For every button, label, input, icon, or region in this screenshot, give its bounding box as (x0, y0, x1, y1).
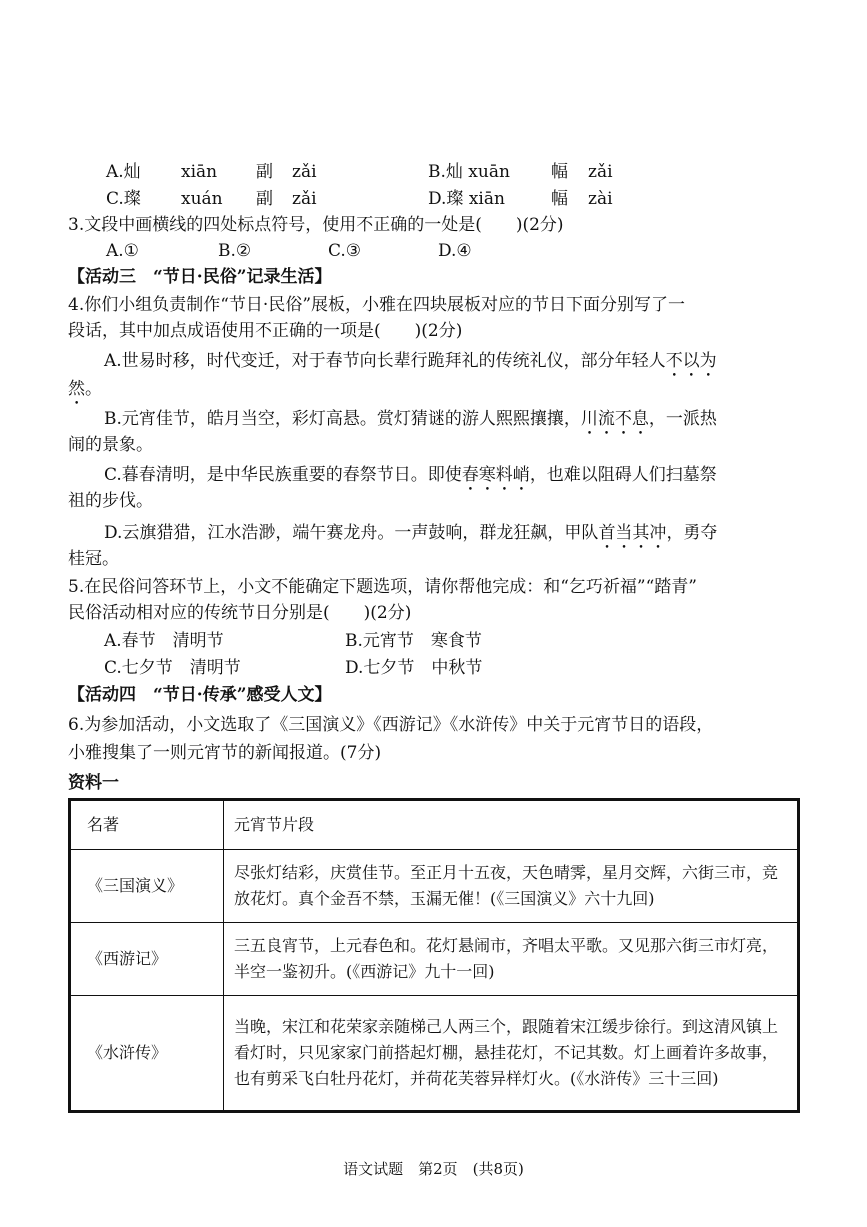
q5-option-d: D.七夕节 中秋节 (345, 658, 483, 678)
q5-option-c: C.七夕节 清明节 (104, 658, 241, 678)
table-header-row (70, 800, 799, 850)
q2-option-c-pinyin2: zǎi (292, 189, 317, 209)
q4-a-text: A.世易时移，时代变迁，对于春节向长辈行跪拜礼的传统礼仪，部分年轻人 (104, 351, 666, 371)
table-row (70, 850, 799, 923)
q4-a-dotted-idiom: 不以为 (665, 351, 717, 371)
q3-stem: 3.文段中画横线的四处标点符号，使用不正确的一处是( )(2分) (68, 215, 564, 235)
table-cell-text: 三五良宵节，上元春色和。花灯悬闹市，齐唱太平歌。又见那六街三市灯亮，半空一鉴初升。(《西游记》九十一回) (224, 923, 799, 996)
activity4-heading: 【活动四 “节日·传承”感受人文】 (68, 685, 332, 705)
q2-option-d-pinyin2: zài (588, 189, 613, 209)
table-row (70, 996, 799, 1112)
q4-d-dotted-idiom: 首当其冲 (598, 523, 667, 543)
table-header-name: 名著 (70, 800, 224, 850)
q2-option-b-word2: 幅 (551, 162, 568, 182)
q4-c-text: C.暮春清明，是中华民族重要的春祭节日。即使 (104, 465, 462, 485)
q4-d-text-post: ，勇夺 (666, 523, 718, 543)
classics-table (68, 798, 800, 1113)
q2-option-a-pinyin1: xiān (181, 162, 218, 182)
q4-option-b-line1 (104, 408, 717, 439)
q4-b-dotted-idiom: 川流不息 (580, 409, 649, 429)
q5-option-b: B.元宵节 寒食节 (345, 631, 482, 651)
q2-option-a-word2: 副 (256, 162, 273, 182)
material1-label: 资料一 (68, 773, 119, 793)
q4-stem-line1: 4.你们小组负责制作“节日·民俗”展板，小雅在四块展板对应的节日下面分别写了一 (68, 295, 686, 315)
table-cell-text: 尽张灯结彩，庆赏佳节。至正月十五夜，天色晴霁，星月交辉，六街三市，竞放花灯。真个金吾不禁，玉漏无催！(《三国演义》六十九回) (224, 850, 799, 923)
q4-d-text: D.云旗猎猎，江水浩渺，端午赛龙舟。一声鼓响，群龙狂飙，甲队 (104, 523, 599, 543)
q4-option-b-line2: 闹的景象。 (68, 435, 153, 455)
q4-option-a-line1 (104, 350, 717, 381)
q4-b-text: B.元宵佳节，皓月当空，彩灯高悬。赏灯猜谜的游人熙熙攘攘， (104, 409, 581, 429)
q4-option-d-line2: 桂冠。 (68, 549, 119, 569)
q2-option-b-pinyin2: zǎi (588, 162, 613, 182)
table-cell-name: 《西游记》 (70, 923, 224, 996)
q4-option-c-line1 (104, 464, 717, 495)
table-cell-name: 《三国演义》 (70, 850, 224, 923)
q4-c-dotted-idiom: 春寒料峭 (461, 465, 530, 485)
q3-option-b: B.② (218, 241, 252, 261)
table-row (70, 923, 799, 996)
q4-b-text-post: ，一派热 (648, 409, 717, 429)
q5-stem-line2: 民俗活动相对应的传统节日分别是( )(2分) (68, 603, 412, 623)
q6-stem-line2: 小雅搜集了一则元宵节的新闻报道。(7分) (68, 743, 382, 763)
q4-option-c-line2: 祖的步伐。 (68, 491, 153, 511)
q5-option-a: A.春节 清明节 (104, 631, 224, 651)
q3-option-a: A.① (106, 241, 139, 261)
q2-option-b-label: B.灿 xuān (428, 162, 510, 182)
q2-option-a-label: A.灿 (106, 162, 141, 182)
q2-option-c-label: C.璨 (106, 189, 141, 209)
top-blank-area (0, 0, 867, 150)
q4-a-end: 。 (85, 379, 102, 399)
q2-option-a-pinyin2: zǎi (292, 162, 317, 182)
q4-stem-line2: 段话，其中加点成语使用不正确的一项是( )(2分) (68, 321, 463, 341)
table-cell-name: 《水浒传》 (70, 996, 224, 1112)
q4-option-a-line2 (68, 378, 102, 409)
activity3-heading: 【活动三 “节日·民俗”记录生活】 (68, 267, 332, 287)
page-footer: 语文试题 第2页 (共8页) (343, 1160, 524, 1178)
table-header-text: 元宵节片段 (224, 800, 799, 850)
q3-option-c: C.③ (328, 241, 362, 261)
q2-option-d-label: D.璨 xiān (428, 189, 505, 209)
q4-a-dotted-idiom-end: 然 (68, 379, 85, 399)
q2-option-d-word2: 幅 (551, 189, 568, 209)
q2-option-c-pinyin1: xuán (181, 189, 223, 209)
q2-option-c-word2: 副 (256, 189, 273, 209)
q3-option-d: D.④ (438, 241, 472, 261)
q5-stem-line1: 5.在民俗问答环节上，小文不能确定下题选项，请你帮他完成：和“乞巧祈福”“踏青” (68, 577, 697, 597)
q4-option-d-line1 (104, 522, 717, 553)
table-cell-text: 当晚，宋江和花荣家亲随梯己人两三个，跟随着宋江缓步徐行。到这清风镇上看灯时，只见家家门前搭起灯棚，悬挂花灯，不记其数。灯上画着许多故事，也有剪采飞白牡丹花灯，并荷花芙蓉异样灯火。(《水浒传》三十三回) (224, 996, 799, 1112)
q6-stem-line1: 6.为参加活动，小文选取了《三国演义》《西游记》《水浒传》中关于元宵节日的语段， (68, 715, 714, 735)
q4-c-text-post: ，也难以阻碍人们扫墓祭 (529, 465, 717, 485)
